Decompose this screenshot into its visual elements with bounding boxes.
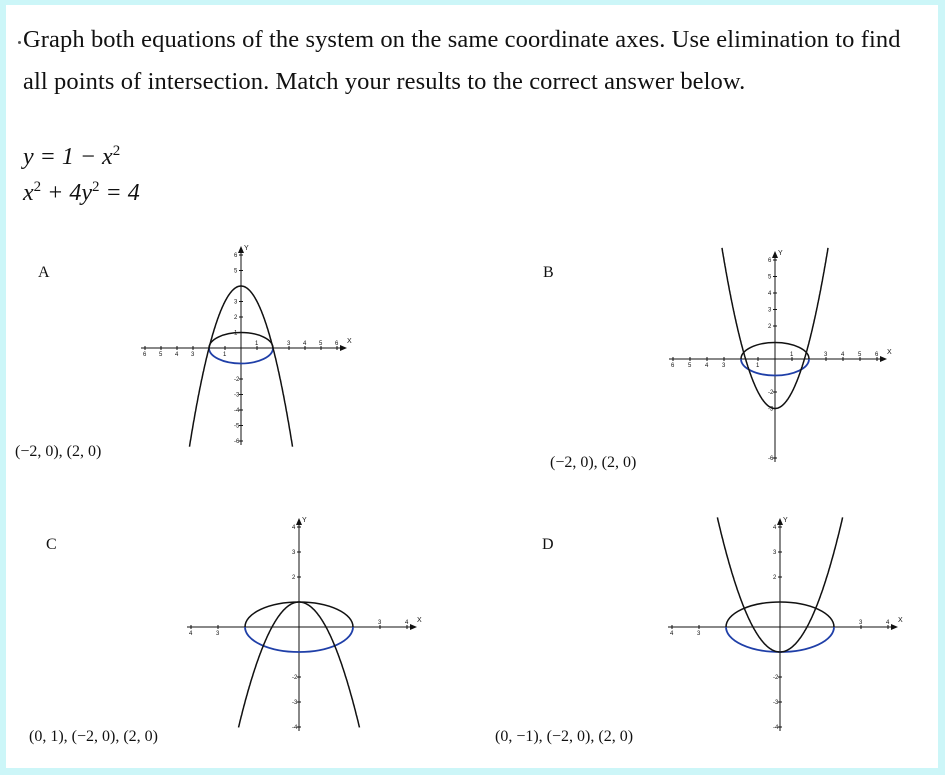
x-axis-label: X xyxy=(347,338,352,345)
eq1-exponent: 2 xyxy=(112,143,121,159)
y-tick-label: 4 xyxy=(773,525,777,531)
x-tick-label: 4 xyxy=(841,352,845,358)
choice-letter-d[interactable]: D xyxy=(542,536,554,553)
y-axis-label: Y xyxy=(778,250,783,257)
graph-c xyxy=(182,511,422,731)
x-tick-label: 1 xyxy=(255,341,259,347)
y-tick-label: -6 xyxy=(768,456,774,462)
x-tick-label: 6 xyxy=(335,341,339,347)
eq1-rhs: = 1 − x xyxy=(33,144,113,170)
y-tick-label: 2 xyxy=(768,324,772,330)
worksheet xyxy=(6,5,938,768)
answer-b[interactable]: (−2, 0), (2, 0) xyxy=(550,454,637,471)
y-tick-label: -2 xyxy=(292,675,298,681)
y-tick-label: 1 xyxy=(234,330,238,337)
y-tick-label: -2 xyxy=(768,390,774,396)
y-tick-label: 2 xyxy=(292,575,296,581)
bullet-dot xyxy=(18,41,21,44)
y-tick-label: 6 xyxy=(234,253,238,259)
graph-d-axes xyxy=(668,517,903,731)
x-tick-label: 3 xyxy=(378,620,382,626)
x-tick-label: 4 xyxy=(175,352,179,358)
y-tick-label: -4 xyxy=(773,725,779,731)
equation-1 xyxy=(23,143,120,171)
eq2-mid: + 4y xyxy=(41,180,93,206)
y-tick-label: 4 xyxy=(292,525,296,531)
eq2-rhs: = 4 xyxy=(99,180,140,206)
x-tick-label: 3 xyxy=(859,620,863,626)
eq1-lhs: y xyxy=(23,144,34,170)
x-tick-label: 3 xyxy=(722,363,726,369)
y-tick-label: -3 xyxy=(292,700,298,706)
x-tick-label: 5 xyxy=(319,341,323,347)
x-tick-label: 5 xyxy=(858,352,862,358)
x-tick-label: 5 xyxy=(159,352,163,358)
choice-letter-c[interactable]: C xyxy=(46,536,57,553)
y-tick-label: -4 xyxy=(234,408,240,414)
x-tick-label: 1 xyxy=(756,363,760,369)
x-tick-label: 4 xyxy=(189,631,193,637)
y-tick-label: 5 xyxy=(768,274,772,281)
eq2-x: x xyxy=(23,180,34,206)
y-tick-label: 3 xyxy=(292,550,296,556)
x-tick-label: 3 xyxy=(216,631,220,637)
y-tick-label: 3 xyxy=(768,307,772,314)
graph-a-axes xyxy=(141,245,352,447)
x-tick-label: 3 xyxy=(697,631,701,637)
x-tick-label: 6 xyxy=(143,352,147,358)
graph-b xyxy=(655,241,892,462)
y-tick-label: 2 xyxy=(773,575,777,581)
y-tick-label: -6 xyxy=(234,439,240,445)
x-tick-label: 3 xyxy=(824,352,828,358)
y-tick-label: 2 xyxy=(234,315,238,321)
equation-2 xyxy=(23,179,140,207)
x-tick-label: 1 xyxy=(790,352,794,358)
y-axis-label: Y xyxy=(244,245,249,252)
x-tick-label: 4 xyxy=(405,620,409,626)
y-tick-label: 3 xyxy=(234,299,238,306)
y-tick-label: -5 xyxy=(234,423,240,430)
x-axis-arrow-icon xyxy=(410,624,417,630)
x-tick-label: 3 xyxy=(191,352,195,358)
x-tick-label: 4 xyxy=(705,363,709,369)
y-tick-label: -2 xyxy=(234,377,240,383)
y-tick-label: 6 xyxy=(768,258,772,264)
y-axis-label: Y xyxy=(302,517,307,524)
choice-letter-a[interactable]: A xyxy=(38,264,50,281)
x-tick-label: 4 xyxy=(886,620,890,626)
answer-d[interactable]: (0, −1), (−2, 0), (2, 0) xyxy=(495,728,634,745)
x-tick-label: 6 xyxy=(671,363,675,369)
x-tick-label: 1 xyxy=(223,352,227,358)
y-tick-label: 3 xyxy=(773,550,777,556)
graph-d xyxy=(670,511,903,731)
y-tick-label: -3 xyxy=(234,392,240,399)
choice-letter-b[interactable]: B xyxy=(543,264,554,281)
y-tick-label: 5 xyxy=(234,268,238,275)
graph-a xyxy=(118,231,352,445)
y-tick-label: 4 xyxy=(768,291,772,297)
x-tick-label: 3 xyxy=(287,341,291,347)
y-axis-label: Y xyxy=(783,517,788,524)
x-axis-arrow-icon xyxy=(340,345,347,351)
y-tick-label: -3 xyxy=(768,406,774,413)
x-tick-label: 5 xyxy=(688,363,692,369)
x-axis-label: X xyxy=(887,349,892,356)
y-tick-label: -2 xyxy=(773,675,779,681)
x-tick-label: 4 xyxy=(670,631,674,637)
answer-c[interactable]: (0, 1), (−2, 0), (2, 0) xyxy=(29,728,158,745)
x-tick-label: 4 xyxy=(303,341,307,347)
graph-b-axes xyxy=(669,248,892,462)
graph-c-axes xyxy=(187,517,422,731)
eq2-y-exponent: 2 xyxy=(92,179,100,195)
y-tick-label: -3 xyxy=(773,700,779,706)
x-axis-arrow-icon xyxy=(880,356,887,362)
problem-prompt: Graph both equations of the system on the same coordinate axes. Use elimination to find all points of intersection. Match your results to the correct answer below. xyxy=(23,26,901,95)
x-axis-label: X xyxy=(417,617,422,624)
x-tick-label: 6 xyxy=(875,352,879,358)
eq2-x-exponent: 2 xyxy=(33,179,42,195)
answer-a[interactable]: (−2, 0), (2, 0) xyxy=(15,443,102,460)
y-tick-label: -4 xyxy=(292,725,298,731)
x-axis-label: X xyxy=(898,617,903,624)
x-axis-arrow-icon xyxy=(891,624,898,630)
